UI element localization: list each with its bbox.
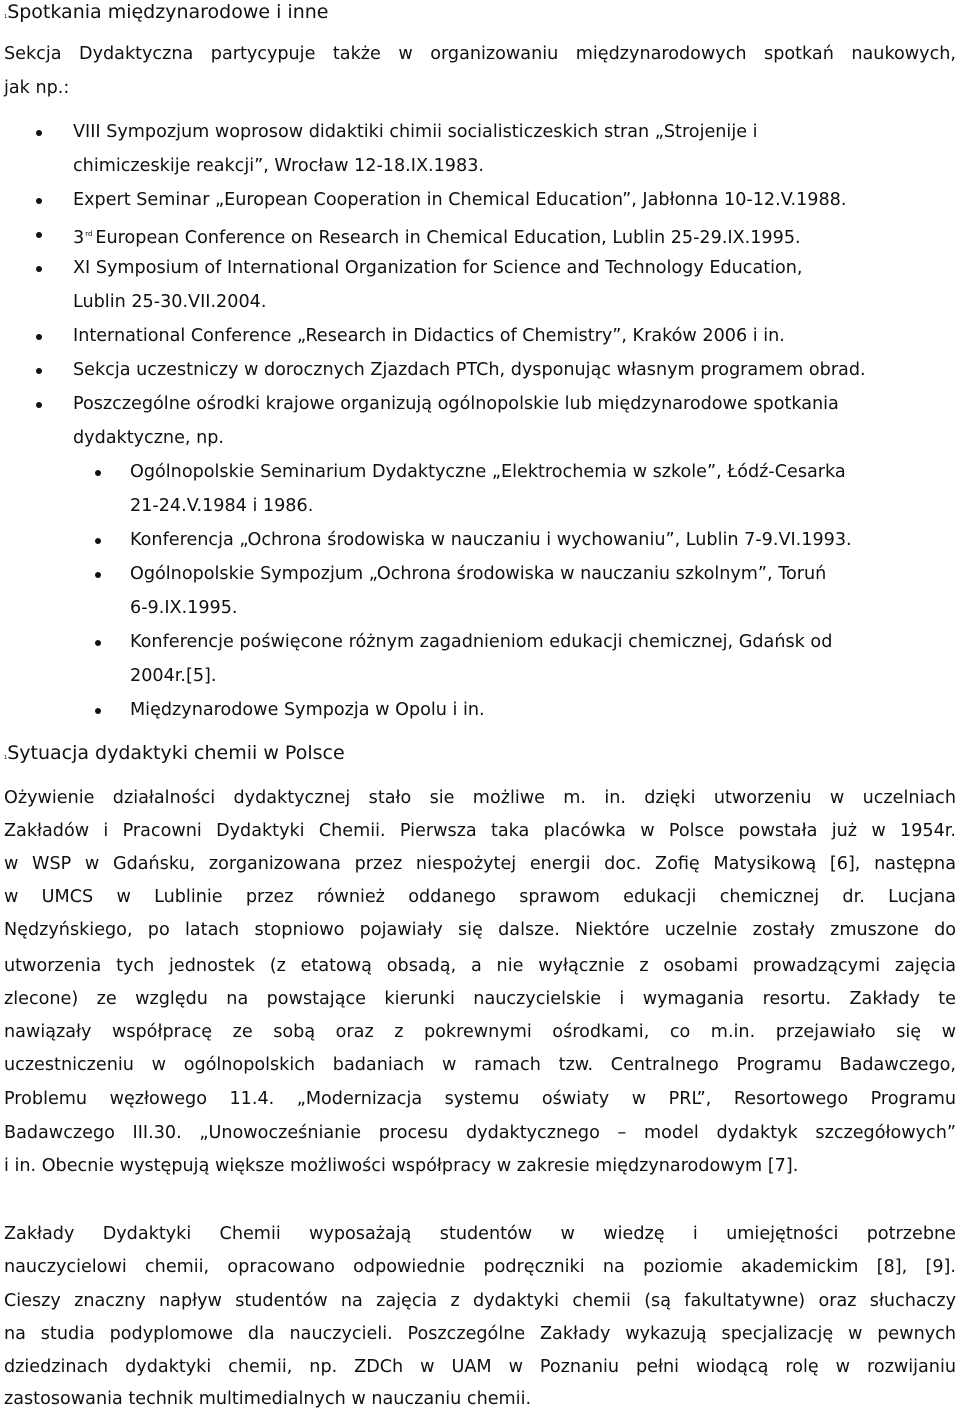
paragraph-line: w WSP w Gdańsku, zorganizowana przez niespożytej energii doc. Zofię Matysikową [6], następna xyxy=(4,854,956,874)
paragraph-line: dziedzinach dydaktyki chemii, np. ZDCh w UAM w Poznaniu pełni wiodącą rolę w rozwijaniu xyxy=(4,1357,956,1377)
paragraph-line: utworzenia tych jednostek (z etatową obsadą, a nie wyłącznie z osobami prowadzącymi zajęcia xyxy=(4,956,956,976)
bullet-icon xyxy=(95,640,101,646)
list-item-line: International Conference „Research in Didactics of Chemistry”, Kraków 2006 i in. xyxy=(73,326,785,346)
paragraph-line: Zakładów i Pracowni Dydaktyki Chemii. Pierwsza taka placówka w Polsce powstała już w 1954r. xyxy=(4,821,956,841)
sub-list-item-line: Ogólnopolskie Seminarium Dydaktyczne „Elektrochemia w szkole”, Łódź-Cesarka xyxy=(130,462,846,482)
list-item-text: European Conference on Research in Chemical Education, Lublin 25-29.IX.1995. xyxy=(95,227,801,248)
bullet-icon xyxy=(36,334,42,340)
bullet-icon xyxy=(95,572,101,578)
ordinal-number: 3 xyxy=(73,227,85,248)
paragraph-line: i in. Obecnie występują większe możliwości współpracy w zakresie międzynarodowym [7]. xyxy=(4,1156,799,1176)
sub-list-item-line: 2004r.[5]. xyxy=(130,666,217,686)
paragraph-line: uczestniczeniu w ogólnopolskich badaniach w ramach tzw. Centralnego Programu Badawczego, xyxy=(4,1055,956,1075)
bullet-icon xyxy=(36,130,42,136)
list-item-line: Lublin 25-30.VII.2004. xyxy=(73,292,267,312)
bullet-icon xyxy=(36,402,42,408)
sub-list-item-line: Ogólnopolskie Sympozjum „Ochrona środowiska w nauczaniu szkolnym”, Toruń xyxy=(130,564,827,584)
list-item-line: dydaktyczne, np. xyxy=(73,428,225,448)
paragraph-line: zastosowania technik multimedialnych w nauczaniu chemii. xyxy=(4,1389,532,1409)
section-heading-international xyxy=(4,0,328,29)
bullet-icon xyxy=(36,232,42,238)
heading-text: Spotkania międzynarodowe i inne xyxy=(7,1,329,23)
list-item-line xyxy=(73,218,801,255)
paragraph-line: Zakłady Dydaktyki Chemii wyposażają studentów w wiedzę i umiejętności potrzebne xyxy=(4,1224,956,1244)
heading-marker: 1 xyxy=(4,14,8,20)
paragraph-line: Ożywienie działalności dydaktycznej stało sie możliwe m. in. dzięki utworzeniu w uczelniach xyxy=(4,788,956,808)
intro-line: jak np.: xyxy=(4,78,70,98)
bullet-icon xyxy=(95,708,101,714)
list-item-line: Sekcja uczestniczy w dorocznych Zjazdach PTCh, dysponując własnym programem obrad. xyxy=(73,360,866,380)
paragraph-line: Cieszy znaczny napływ studentów na zajęcia z dydaktyki chemii (są fakultatywne) oraz słuchaczy xyxy=(4,1291,956,1311)
bullet-icon xyxy=(36,368,42,374)
sub-list-item-line: Konferencja „Ochrona środowiska w nauczaniu i wychowaniu”, Lublin 7-9.VI.1993. xyxy=(130,530,852,550)
ordinal-suffix: rd xyxy=(85,230,93,238)
paragraph-line: Badawczego III.30. „Unowocześnianie procesu dydaktycznego – model dydaktyk szczegółowych” xyxy=(4,1123,956,1143)
sub-list-item-line: 21-24.V.1984 i 1986. xyxy=(130,496,314,516)
heading-marker: 1 xyxy=(4,755,8,761)
bullet-icon xyxy=(36,266,42,272)
list-item-line: Poszczególne ośrodki krajowe organizują ogólnopolskie lub międzynarodowe spotkania xyxy=(73,394,839,414)
paragraph-line: Problemu węzłowego 11.4. „Modernizacja systemu oświaty w PRL”, Resortowego Programu xyxy=(4,1089,956,1109)
sub-list-item-line: 6-9.IX.1995. xyxy=(130,598,238,618)
bullet-icon xyxy=(36,198,42,204)
paragraph-line: Nędzyńskiego, po latach stopniowo pojawiały się dalsze. Niektóre uczelnie zostały zmuszone do xyxy=(4,920,956,940)
paragraph-line: nawiązały współpracę ze sobą oraz z pokrewnymi ośrodkami, co m.in. przejawiało się w xyxy=(4,1022,956,1042)
paragraph-line: na studia podyplomowe dla nauczycieli. Poszczególne Zakłady wykazują specjalizację w pewnych xyxy=(4,1324,956,1344)
heading-text: Sytuacja dydaktyki chemii w Polsce xyxy=(7,742,345,764)
bullet-icon xyxy=(95,470,101,476)
list-item-line: VIII Sympozjum woprosow didaktiki chimii socialisticzeskich stran „Strojenije i xyxy=(73,122,758,142)
paragraph-line: nauczycielowi chemii, opracowano odpowiednie podręczniki na poziomie akademickim [8], [9]. xyxy=(4,1257,956,1277)
list-item-line: XI Symposium of International Organization for Science and Technology Education, xyxy=(73,258,803,278)
section-heading-situation xyxy=(4,741,345,770)
sub-list-item-line: Konferencje poświęcone różnym zagadnieniom edukacji chemicznej, Gdańsk od xyxy=(130,632,833,652)
sub-list-item-line: Międzynarodowe Sympozja w Opolu i in. xyxy=(130,700,485,720)
intro-line: Sekcja Dydaktyczna partycypuje także w organizowaniu międzynarodowych spotkań naukowych, xyxy=(4,44,956,64)
list-item-line: chimiczeskije reakcji”, Wrocław 12-18.IX.1983. xyxy=(73,156,484,176)
paragraph-line: zlecone) ze względu na powstające kierunki nauczycielskie i wymagania resortu. Zakłady te xyxy=(4,989,956,1009)
bullet-icon xyxy=(95,538,101,544)
paragraph-line: w UMCS w Lublinie przez również oddanego sprawom edukacji chemicznej dr. Lucjana xyxy=(4,887,956,907)
list-item-line: Expert Seminar „European Cooperation in Chemical Education”, Jabłonna 10-12.V.1988. xyxy=(73,190,847,210)
